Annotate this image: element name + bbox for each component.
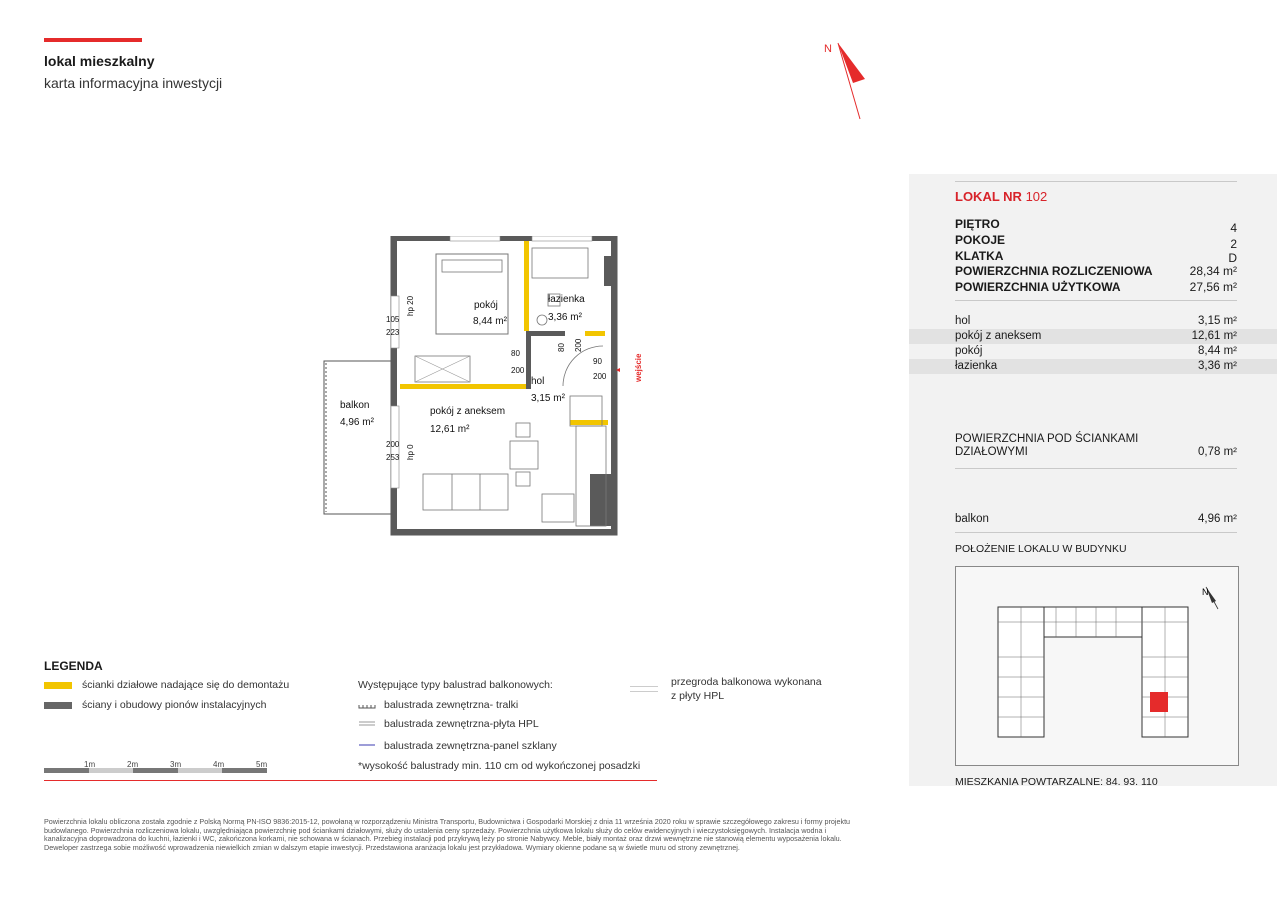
dim-label: 200	[574, 338, 583, 352]
partition-note-1: przegroda balkonowa wykonana	[671, 676, 822, 688]
prop-value: 27,56 m²	[1189, 280, 1237, 294]
legend-title: LEGENDA	[44, 659, 103, 673]
dim-label: hp 20	[406, 295, 415, 316]
balustrade-2: balustrada zewnętrzna-płyta HPL	[384, 718, 539, 730]
page-subtitle: karta informacyjna inwestycji	[44, 75, 223, 91]
room-row	[955, 330, 1237, 342]
room-hol-area: 3,15 m²	[531, 393, 565, 404]
room-value: 3,36 m²	[1198, 360, 1237, 372]
floor-plan	[320, 236, 620, 536]
balcony-value: 4,96 m²	[1198, 513, 1237, 525]
building-keyplan	[955, 566, 1239, 766]
dim-label: 223	[386, 328, 400, 337]
page-title: lokal mieszkalny	[44, 53, 155, 69]
prop-label: KLATKA	[955, 249, 1004, 263]
location-title: POŁOŻENIE LOKALU W BUDYNKU	[955, 543, 1127, 555]
footer-note: Powierzchnia lokalu obliczona została zgodnie z Polską Normą PN-ISO 9836:2015-12, powołaną w rozporządzeniu Ministra Transportu, Budownictwa i Gospodarki Morskiej z dnia 11 września 2020 roku w sprawie szczegółowego zakresu i formy projektu budowlanego. Powierzchnia rozliczeniowa lokalu, uwzględniająca powierzchnię pod ściankami działowymi, służy do ustalenia ceny sprzedaży. Powierzchnia użytkowa lokalu służy do celów ewidencyjnych i wieczystoksięgowych. Instalacja wodna i kanalizacyjna doprowadzona do kuchni, łazienki i WC, zakończona korkami, nie schowana w ścianach. Przebieg instalacji pod przykrywą leży po stronie Nabywcy. Meble, biały montaż oraz drzwi wewnętrzne nie stanowią elementu wyposażenia lokalu. Deweloper zastrzega sobie możliwość wprowadzenia niewielkich zmian w dalszym etapie inwestycji. Przedstawiona aranżacja lokalu jest przykładowa. Wymiary okienne podane są w świetle muru od strony zewnętrznej.	[44, 817, 851, 852]
prop-label: POWIERZCHNIA ROZLICZENIOWA	[955, 264, 1153, 278]
room-value: 12,61 m²	[1191, 330, 1237, 342]
prop-label: POKOJE	[955, 233, 1006, 247]
partition-label: POWIERZCHNIA POD ŚCIANKAMI	[955, 433, 1139, 445]
lokal-nr: 102	[1025, 189, 1048, 204]
balustrade-1: balustrada zewnętrzna- tralki	[384, 699, 519, 711]
room-pokoj-label: pokój	[474, 300, 498, 311]
prop-row	[955, 280, 1237, 294]
window-top	[450, 236, 500, 241]
bath-partition	[585, 331, 605, 336]
partition-note-2: z płyty HPL	[671, 690, 725, 702]
brand-bar	[44, 38, 142, 42]
scale-label: 5m	[256, 760, 268, 769]
room-balkon-label: balkon	[340, 400, 370, 411]
room-hol-label: hol	[531, 376, 545, 387]
entrance-label: wejście	[634, 353, 643, 382]
legend-yellow-label: ścianki działowe nadające się do demontażu	[82, 679, 290, 691]
prop-label: POWIERZCHNIA UŻYTKOWA	[955, 280, 1121, 294]
dim-label: 80	[511, 349, 520, 358]
balcony-row: balkon 4,96 m²	[955, 513, 1237, 525]
legend-yellow-swatch	[44, 682, 72, 689]
partition-wall-2	[524, 241, 529, 331]
room-lazienka-label: łazienka	[548, 294, 585, 305]
room-row	[955, 360, 1237, 372]
scale-label: 1m	[84, 760, 96, 769]
partition-wall	[400, 384, 526, 389]
tralki-icon	[359, 705, 375, 708]
balustrade-note: *wysokość balustrady min. 110 cm od wykończonej posadzki	[358, 760, 641, 772]
room-row	[955, 315, 1237, 327]
balustrade-title: Występujące typy balustrad balkonowych:	[358, 679, 553, 691]
shaft-2	[590, 474, 614, 526]
dim-label: 200	[593, 372, 607, 381]
legend-gray-label: ściany i obudowy pionów instalacyjnych	[82, 699, 267, 711]
prop-row	[955, 264, 1237, 278]
legend-gray-swatch	[44, 702, 72, 709]
compass-icon	[815, 35, 875, 125]
dim-label: 105	[386, 315, 400, 324]
prop-value: 4	[1230, 221, 1237, 235]
scale-label: 2m	[127, 760, 139, 769]
room-pokoj-area: 8,44 m²	[473, 316, 507, 327]
compass-arrow	[838, 43, 865, 83]
building-plan-icon	[956, 567, 1238, 765]
compass-north-label: N	[824, 43, 832, 55]
dim-label: hp 0	[406, 444, 415, 460]
dim-label: 90	[593, 357, 602, 366]
room-label: pokój z aneksem	[955, 330, 1042, 342]
dim-label: 80	[557, 343, 566, 352]
scale-label: 3m	[170, 760, 182, 769]
room-row	[955, 345, 1237, 357]
prop-value: 28,34 m²	[1189, 264, 1237, 278]
prop-value: D	[1228, 251, 1237, 265]
partition-row: DZIAŁOWYMI 0,78 m²	[955, 446, 1237, 458]
balustrade-icons	[358, 700, 378, 760]
dim-label: 200	[386, 440, 400, 449]
lokal-label: LOKAL NR	[955, 189, 1022, 204]
room-label: łazienka	[955, 360, 998, 372]
partition-icon	[630, 686, 658, 692]
prop-value: 2	[1230, 237, 1237, 251]
balustrade-3: balustrada zewnętrzna-panel szklany	[384, 740, 557, 752]
prop-row	[955, 249, 1237, 265]
keyplan-north-label: N	[1202, 587, 1209, 597]
room-balkon-area: 4,96 m²	[340, 417, 374, 428]
legend-divider	[44, 780, 657, 781]
room-aneks-area: 12,61 m²	[430, 424, 470, 435]
scale-label: 4m	[213, 760, 225, 769]
room-value: 8,44 m²	[1198, 345, 1237, 357]
room-value: 3,15 m²	[1198, 315, 1237, 327]
apartment-marker	[1150, 692, 1168, 712]
room-aneks-label: pokój z aneksem	[430, 406, 506, 417]
shaft	[604, 256, 614, 286]
lokal-number	[955, 189, 1047, 204]
dim-label: 200	[511, 366, 525, 375]
partition-value: 0,78 m²	[1198, 446, 1237, 458]
bath-wall	[529, 331, 565, 336]
room-label: hol	[955, 315, 971, 327]
dim-label: 253	[386, 453, 400, 462]
room-lazienka-area: 3,36 m²	[548, 312, 582, 323]
prop-label: PIĘTRO	[955, 217, 1000, 231]
scale-bar	[44, 768, 267, 773]
balcony-outline	[324, 361, 394, 514]
window-bath	[532, 236, 592, 241]
room-label: pokój	[955, 345, 983, 357]
repeat-info: MIESZKANIA POWTARZALNE: 84. 93. 110	[955, 776, 1158, 788]
